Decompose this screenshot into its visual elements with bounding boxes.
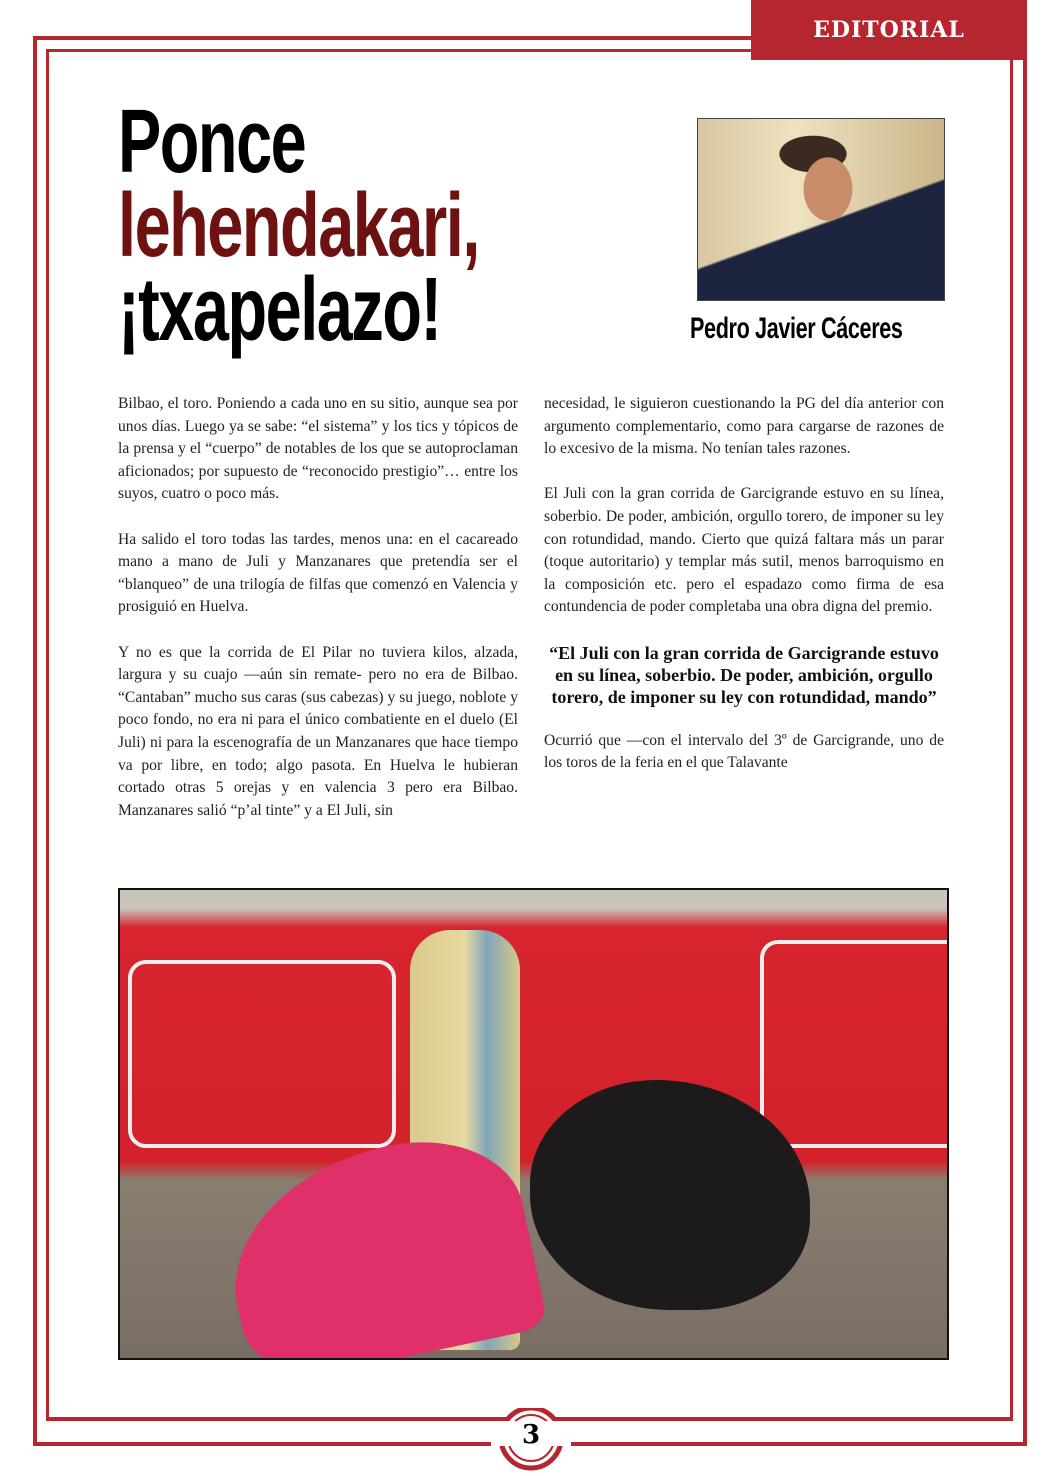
article-column-right [544,393,944,797]
headline [118,92,479,360]
frame-outer-right [1023,58,1027,1446]
paragraph: necesidad, le siguieron cuestionando la PG del día anterior con argumento complementario, como para cargarse de razones de lo excesivo de la misma. No tenían tales razones. [544,395,944,458]
paragraph: Ha salido el toro todas las tardes, menos una: en el cacareado mano a mano de Juli y Manzanares que pretendía ser el “blanqueo” de una trilogía de filfas que comenzó en Valencia y prosiguió en Huelva. [118,530,518,616]
paragraph: Ocurrió que —con el intervalo del 3º de Garcigrande, uno de los toros de la feria en el que Talavante [544,731,944,772]
author-photo [697,118,945,301]
headline-line-1: Ponce [118,92,306,192]
paragraph: Y no es que la corrida de El Pilar no tuviera kilos, alzada, largura y su cuajo —aún sin remate- pero no era de Bilbao. “Cantaban” mucho sus caras (sus cabezas) y su juego, noblote y poco fondo, no era ni para el único combatiente en el duelo (El Juli) ni para la escenografía de un Manzanares que hace tiempo va por libre, en todo; algo pasota. En Huelva le hubieran cortado otras 5 orejas y en valencia 3 pero era Bilbao. Manzanares salió “p’al tinte” y a El Juli, sin [118,643,518,819]
frame-inner-right [1010,58,1013,1421]
barrier-panel [760,940,949,1148]
paragraph: El Juli con la gran corrida de Garcigrande estuvo en su línea, soberbio. De poder, ambición, orgullo torero, de imponer su ley con rotundidad, mando. Cierto que quizá faltara más un parar (toque autoritario) y templar más sutil, menos barroquismo en la composición etc. pero el espadazo como firma de esa contundencia de poder completaba una obra digna del premio. [544,485,944,616]
headline-line-3: ¡txapelazo! [118,260,441,360]
frame-outer-left [33,36,37,1446]
pull-quote: “El Juli con la gran corrida de Garcigrande estuvo en su línea, soberbio. De poder, ambición, orgullo torero, de imponer su ley con rotundidad, mando” [549,642,939,707]
barrier-panel [128,960,396,1148]
bullfight-photo [118,888,949,1360]
paragraph: Bilbao, el toro. Poniendo a cada uno en su sitio, aunque sea por unos días. Luego ya se sabe: “el sistema” y los tics y tópicos de la prensa y el “cuerpo” de notables de los que se autoproclaman aficionados; por supuesto de “reconocido prestigio”… entre los suyos, cuatro o poco más. [118,395,518,503]
article-column-left [118,393,518,845]
frame-outer-top [33,36,753,40]
frame-inner-left [46,49,49,1421]
section-tab: EDITORIAL [751,0,1027,60]
author-byline: Pedro Javier Cáceres [690,312,903,345]
frame-inner-top [46,49,753,52]
page-number: 3 [521,1420,541,1450]
headline-line-2: lehendakari, [118,176,479,276]
